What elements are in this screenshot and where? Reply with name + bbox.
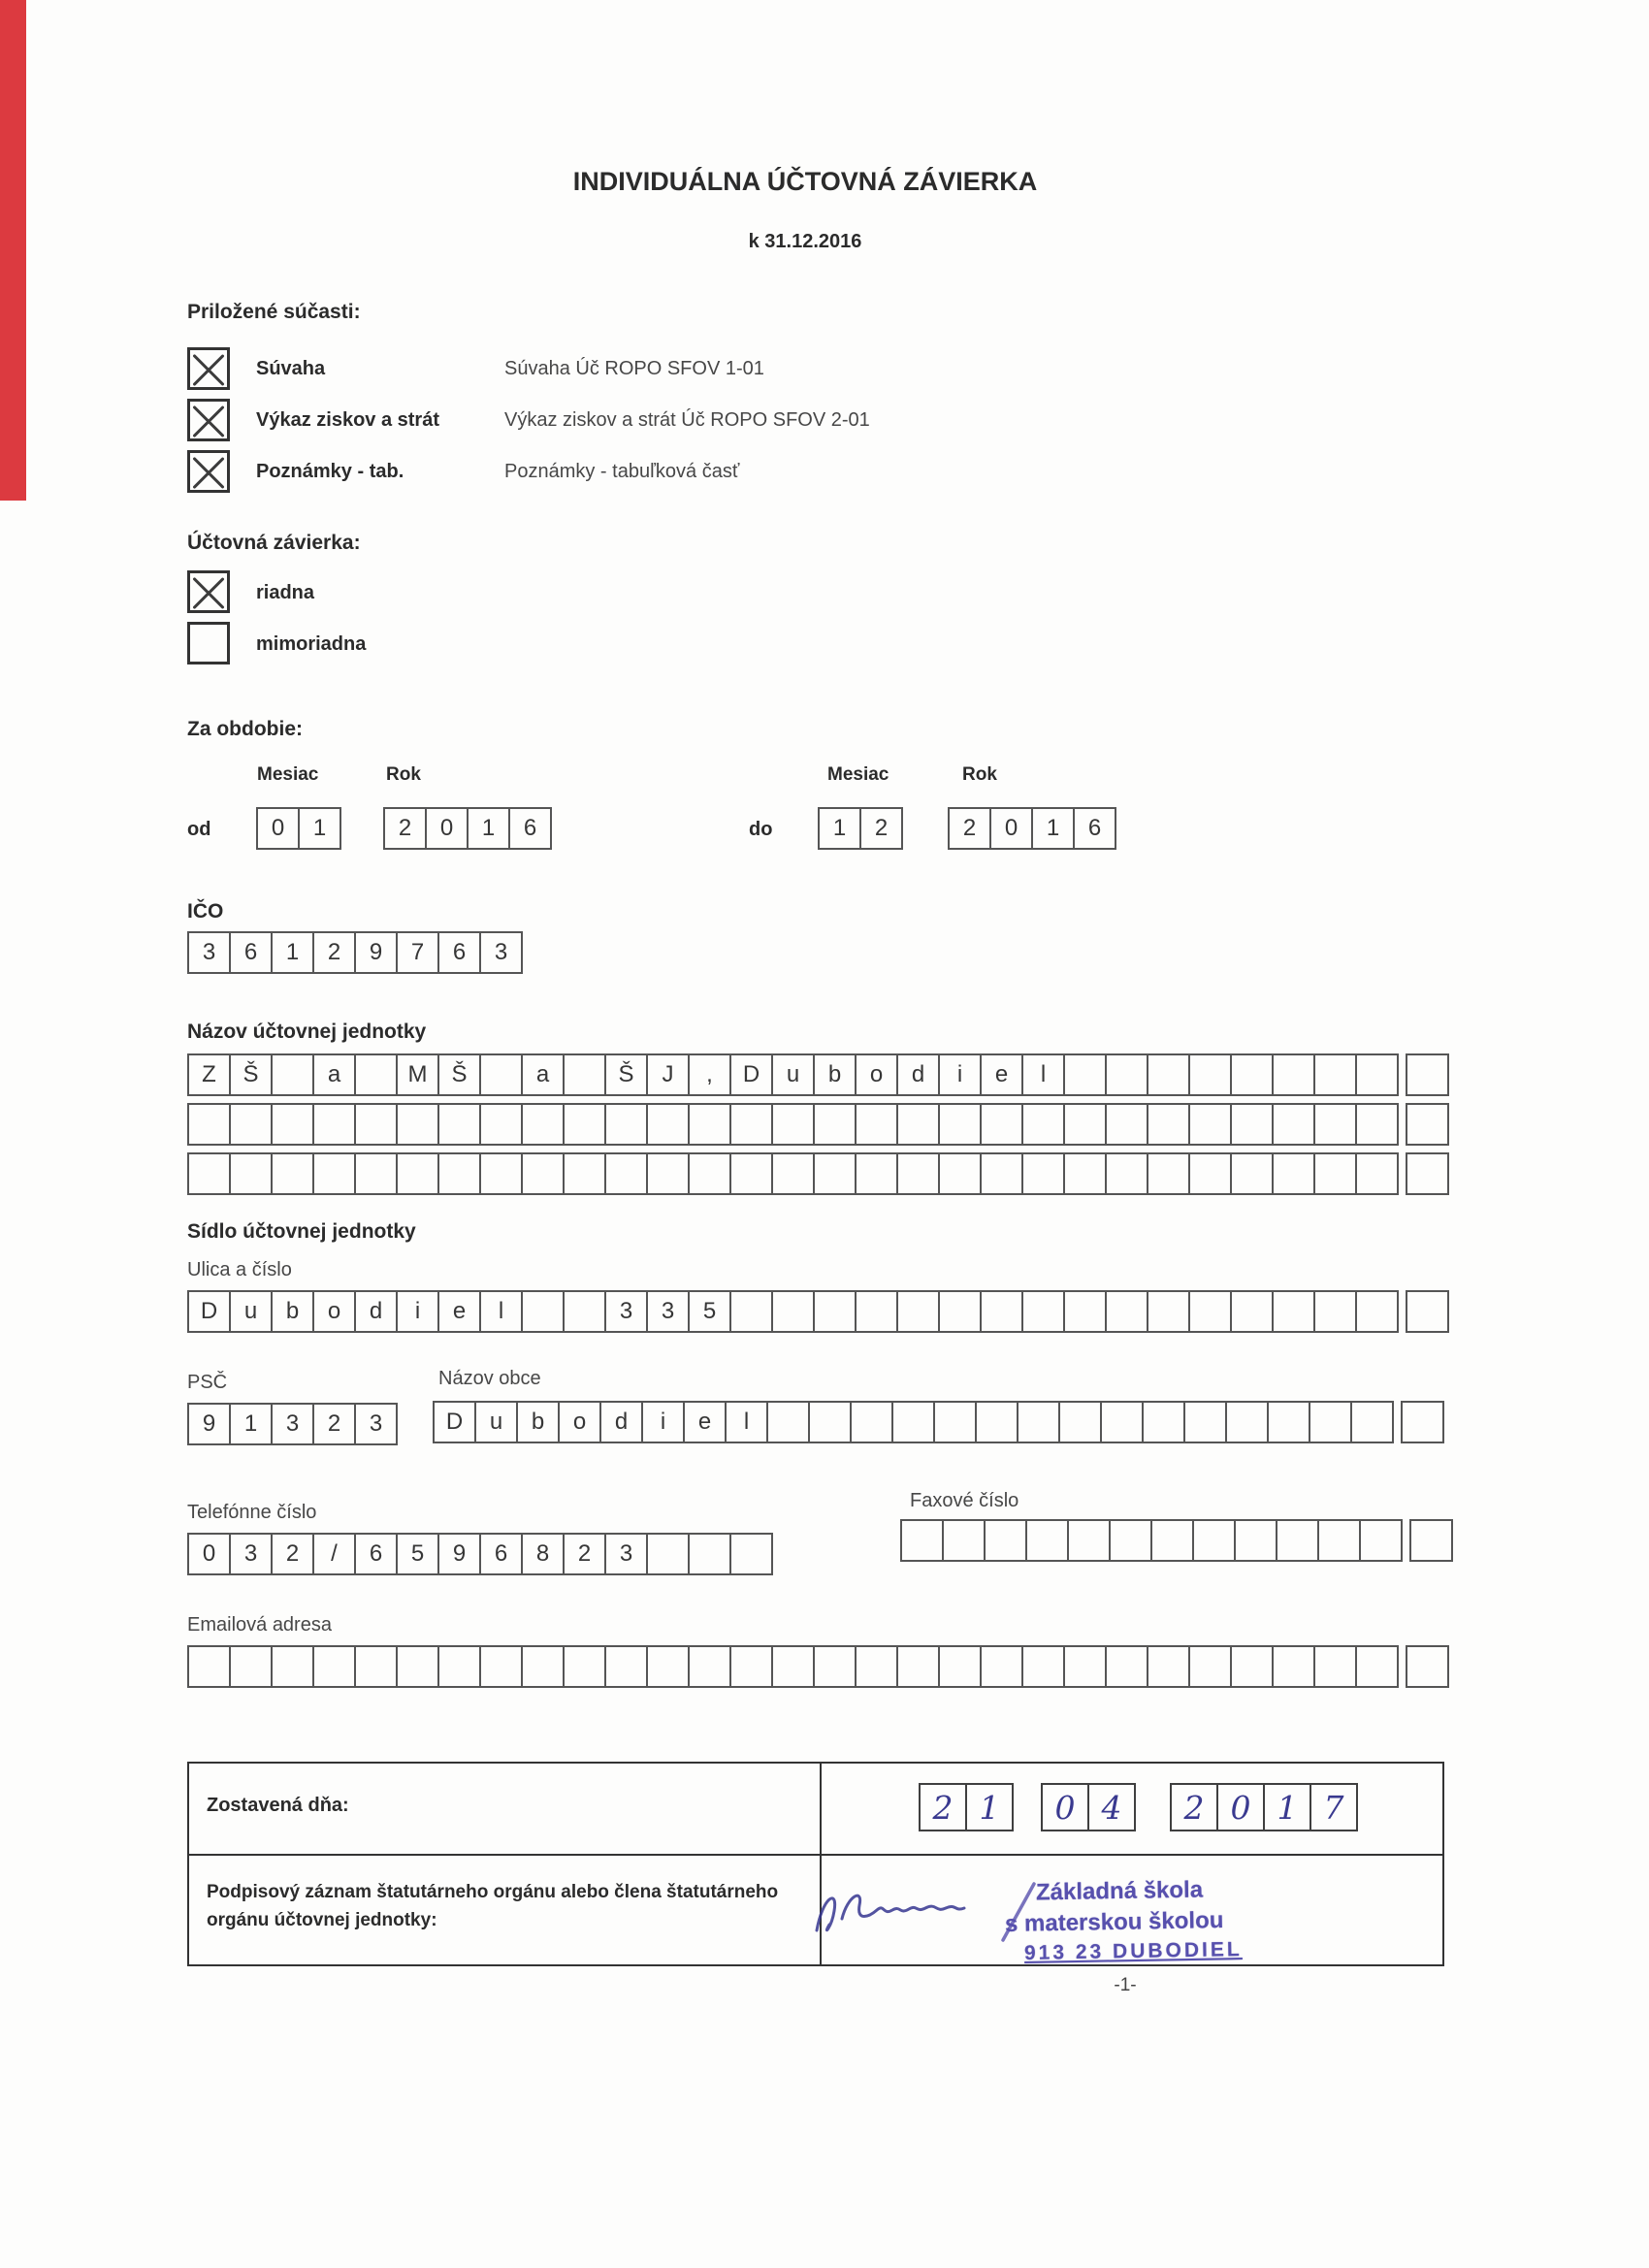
char-cell: o	[855, 1053, 898, 1096]
char-cell: 3	[479, 931, 523, 974]
char-cell: 2	[312, 1403, 356, 1445]
entity-name-row-3[interactable]	[187, 1152, 1447, 1195]
char-cell	[896, 1152, 940, 1195]
char-cell	[563, 1645, 606, 1688]
char-cell	[896, 1645, 940, 1688]
char-cell	[1109, 1519, 1152, 1562]
char-cell	[604, 1645, 648, 1688]
char-cell	[975, 1401, 1018, 1443]
char-cell: 2	[383, 807, 427, 850]
char-cell	[1021, 1645, 1065, 1688]
ico-field[interactable]	[187, 931, 521, 974]
char-cell	[229, 1103, 273, 1146]
char-cell: d	[896, 1053, 940, 1096]
char-cell: l	[479, 1290, 523, 1333]
char-cell	[1350, 1401, 1394, 1443]
char-cell: 2	[859, 807, 903, 850]
char-cell	[855, 1152, 898, 1195]
phone-label: Telefónne číslo	[187, 1502, 317, 1523]
char-cell	[771, 1152, 815, 1195]
char-cell	[604, 1103, 648, 1146]
char-cell: M	[396, 1053, 439, 1096]
suvaha-description: Súvaha Úč ROPO SFOV 1-01	[504, 358, 764, 379]
char-cell	[521, 1645, 565, 1688]
form-title: INDIVIDUÁLNA ÚČTOVNÁ ZÁVIERKA	[572, 167, 1038, 196]
char-cell	[850, 1401, 893, 1443]
char-cell	[813, 1645, 857, 1688]
street-label: Ulica a číslo	[187, 1259, 292, 1280]
char-cell	[1063, 1103, 1107, 1146]
char-cell: u	[474, 1401, 518, 1443]
char-cell	[229, 1152, 273, 1195]
checkbox-suvaha-label: Súvaha	[256, 358, 326, 379]
char-cell	[1063, 1645, 1107, 1688]
char-cell	[479, 1645, 523, 1688]
char-cell	[1147, 1053, 1190, 1096]
char-cell	[813, 1103, 857, 1146]
char-cell	[933, 1401, 977, 1443]
char-cell: Š	[229, 1053, 273, 1096]
char-cell	[1406, 1290, 1449, 1333]
char-cell: Š	[604, 1053, 648, 1096]
do-mesiac-field[interactable]	[818, 807, 901, 850]
char-cell	[271, 1152, 314, 1195]
char-cell: 3	[271, 1403, 314, 1445]
char-cell	[1313, 1152, 1357, 1195]
od-mesiac-field[interactable]	[256, 807, 340, 850]
char-cell	[938, 1152, 982, 1195]
char-cell: 2	[948, 807, 991, 850]
char-cell	[688, 1645, 731, 1688]
char-cell	[980, 1152, 1023, 1195]
attached-parts-heading: Priložené súčasti:	[187, 301, 361, 323]
char-cell	[646, 1645, 690, 1688]
signature-label: Podpisový záznam štatutárneho orgánu alebo člena štatutárneho orgánu účtovnej jednotky:	[207, 1882, 779, 1931]
checkbox-poznamky[interactable]	[187, 450, 230, 493]
char-cell	[521, 1152, 565, 1195]
char-cell: 9	[187, 1403, 231, 1445]
char-cell	[938, 1290, 982, 1333]
compiled-day-field[interactable]	[919, 1783, 1012, 1831]
char-cell	[1188, 1053, 1232, 1096]
char-cell: 1	[271, 931, 314, 974]
char-cell	[1355, 1053, 1399, 1096]
char-cell	[1021, 1152, 1065, 1195]
entity-name-row-2[interactable]	[187, 1103, 1447, 1146]
checkbox-riadna[interactable]	[187, 570, 230, 613]
char-cell	[938, 1103, 982, 1146]
char-cell: D	[187, 1290, 231, 1333]
char-cell	[1355, 1645, 1399, 1688]
char-cell	[604, 1152, 648, 1195]
checkbox-vykaz[interactable]	[187, 399, 230, 441]
char-cell	[1017, 1401, 1060, 1443]
char-cell	[855, 1290, 898, 1333]
char-cell	[1272, 1290, 1315, 1333]
char-cell: 6	[508, 807, 552, 850]
street-field[interactable]	[187, 1290, 1447, 1333]
char-cell	[1063, 1152, 1107, 1195]
char-cell: d	[354, 1290, 398, 1333]
checkbox-poznamky-label: Poznámky - tab.	[256, 461, 404, 482]
stamp-line-1: Základná škola	[1035, 1876, 1204, 1906]
char-cell: ,	[688, 1053, 731, 1096]
checkbox-mimoriadna[interactable]	[187, 622, 230, 664]
char-cell	[563, 1053, 606, 1096]
char-cell: 6	[354, 1533, 398, 1575]
checkbox-mimoriadna-label: mimoriadna	[256, 633, 367, 655]
char-cell	[354, 1645, 398, 1688]
char-cell: 1	[1263, 1783, 1311, 1831]
x-mark-icon	[190, 350, 227, 387]
compiled-year-field[interactable]	[1170, 1783, 1356, 1831]
char-cell: 6	[437, 931, 481, 974]
char-cell	[437, 1103, 481, 1146]
char-cell	[1313, 1053, 1357, 1096]
char-cell	[521, 1103, 565, 1146]
char-cell	[312, 1645, 356, 1688]
char-cell	[1063, 1290, 1107, 1333]
char-cell: 2	[919, 1783, 967, 1831]
char-cell	[1309, 1401, 1352, 1443]
char-cell	[479, 1103, 523, 1146]
char-cell: 2	[312, 931, 356, 974]
char-cell	[354, 1053, 398, 1096]
char-cell: i	[641, 1401, 685, 1443]
char-cell	[1272, 1152, 1315, 1195]
office-heading: Sídlo účtovnej jednotky	[187, 1220, 416, 1243]
char-cell	[688, 1533, 731, 1575]
char-cell: d	[599, 1401, 643, 1443]
char-cell	[813, 1290, 857, 1333]
char-cell	[1359, 1519, 1403, 1562]
char-cell: 3	[354, 1403, 398, 1445]
char-cell	[396, 1152, 439, 1195]
char-cell	[312, 1152, 356, 1195]
char-cell	[1230, 1645, 1274, 1688]
char-cell	[1188, 1645, 1232, 1688]
char-cell	[1021, 1103, 1065, 1146]
char-cell: a	[521, 1053, 565, 1096]
char-cell	[1192, 1519, 1236, 1562]
char-cell	[1025, 1519, 1069, 1562]
zavierka-heading: Účtovná závierka:	[187, 532, 361, 554]
char-cell	[729, 1103, 773, 1146]
char-cell: 5	[688, 1290, 731, 1333]
char-cell	[354, 1103, 398, 1146]
form-date-line: k 31.12.2016	[748, 231, 862, 252]
char-cell	[312, 1103, 356, 1146]
char-cell	[980, 1645, 1023, 1688]
compiled-date-label: Zostavená dňa:	[207, 1795, 349, 1816]
char-cell	[1105, 1053, 1148, 1096]
char-cell: J	[646, 1053, 690, 1096]
do-label: do	[749, 819, 773, 840]
char-cell	[187, 1152, 231, 1195]
char-cell: 0	[187, 1533, 231, 1575]
char-cell: b	[516, 1401, 560, 1443]
char-cell: /	[312, 1533, 356, 1575]
char-cell	[1401, 1401, 1444, 1443]
char-cell: 1	[1031, 807, 1075, 850]
char-cell: i	[938, 1053, 982, 1096]
char-cell	[900, 1519, 944, 1562]
char-cell	[1355, 1290, 1399, 1333]
char-cell	[646, 1103, 690, 1146]
char-cell	[1063, 1053, 1107, 1096]
char-cell	[1406, 1645, 1449, 1688]
char-cell	[1150, 1519, 1194, 1562]
char-cell: b	[271, 1290, 314, 1333]
char-cell	[437, 1645, 481, 1688]
compiled-month-field[interactable]	[1041, 1783, 1134, 1831]
char-cell	[1313, 1103, 1357, 1146]
char-cell	[1147, 1152, 1190, 1195]
checkbox-vykaz-label: Výkaz ziskov a strát	[256, 409, 439, 431]
od-rok-label: Rok	[386, 764, 421, 785]
fax-label: Faxové číslo	[910, 1490, 1019, 1511]
char-cell: 3	[229, 1533, 273, 1575]
char-cell	[729, 1533, 773, 1575]
char-cell	[1230, 1103, 1274, 1146]
char-cell	[1276, 1519, 1319, 1562]
char-cell: 1	[298, 807, 341, 850]
char-cell	[1313, 1645, 1357, 1688]
char-cell	[1147, 1645, 1190, 1688]
char-cell: 5	[396, 1533, 439, 1575]
char-cell	[1267, 1401, 1310, 1443]
char-cell: 2	[271, 1533, 314, 1575]
char-cell	[896, 1103, 940, 1146]
x-mark-icon	[190, 573, 227, 610]
x-mark-icon	[190, 402, 227, 438]
char-cell	[229, 1645, 273, 1688]
char-cell	[808, 1401, 852, 1443]
char-cell: i	[396, 1290, 439, 1333]
table-divider-horizontal	[189, 1854, 1442, 1856]
char-cell	[1021, 1290, 1065, 1333]
char-cell	[271, 1645, 314, 1688]
char-cell	[896, 1290, 940, 1333]
char-cell	[1355, 1103, 1399, 1146]
char-cell: e	[683, 1401, 727, 1443]
char-cell	[1317, 1519, 1361, 1562]
char-cell	[1188, 1152, 1232, 1195]
char-cell: 1	[965, 1783, 1014, 1831]
char-cell	[771, 1103, 815, 1146]
char-cell	[1272, 1053, 1315, 1096]
char-cell: b	[813, 1053, 857, 1096]
char-cell: 3	[604, 1533, 648, 1575]
char-cell	[1313, 1290, 1357, 1333]
char-cell	[1409, 1519, 1453, 1562]
char-cell: e	[437, 1290, 481, 1333]
char-cell: 1	[818, 807, 861, 850]
char-cell	[271, 1103, 314, 1146]
char-cell: 3	[187, 931, 231, 974]
char-cell	[855, 1103, 898, 1146]
ico-label: IČO	[187, 900, 224, 923]
char-cell	[1105, 1290, 1148, 1333]
municipality-label: Názov obce	[438, 1368, 541, 1389]
entity-name-row-1[interactable]	[187, 1053, 1447, 1096]
char-cell: 9	[354, 931, 398, 974]
char-cell	[396, 1103, 439, 1146]
char-cell: o	[558, 1401, 601, 1443]
char-cell: 0	[256, 807, 300, 850]
char-cell: 4	[1087, 1783, 1136, 1831]
char-cell	[891, 1401, 935, 1443]
char-cell	[1105, 1152, 1148, 1195]
page-number: -1-	[1114, 1975, 1137, 1995]
char-cell	[1105, 1103, 1148, 1146]
char-cell	[437, 1152, 481, 1195]
do-mesiac-label: Mesiac	[827, 764, 889, 785]
char-cell: 2	[1170, 1783, 1218, 1831]
checkbox-suvaha[interactable]	[187, 347, 230, 390]
char-cell	[1355, 1152, 1399, 1195]
char-cell	[1225, 1401, 1269, 1443]
char-cell	[396, 1645, 439, 1688]
char-cell	[771, 1290, 815, 1333]
email-field[interactable]	[187, 1645, 1447, 1688]
char-cell	[1105, 1645, 1148, 1688]
char-cell: Š	[437, 1053, 481, 1096]
char-cell	[1058, 1401, 1102, 1443]
checkbox-riadna-label: riadna	[256, 582, 315, 603]
do-rok-label: Rok	[962, 764, 997, 785]
char-cell: D	[729, 1053, 773, 1096]
char-cell: a	[312, 1053, 356, 1096]
char-cell: l	[1021, 1053, 1065, 1096]
char-cell	[1100, 1401, 1144, 1443]
char-cell	[813, 1152, 857, 1195]
char-cell	[980, 1290, 1023, 1333]
char-cell	[479, 1053, 523, 1096]
char-cell: 6	[229, 931, 273, 974]
char-cell	[1272, 1645, 1315, 1688]
psc-label: PSČ	[187, 1372, 228, 1393]
char-cell	[938, 1645, 982, 1688]
char-cell: 0	[1041, 1783, 1089, 1831]
char-cell: 6	[1073, 807, 1116, 850]
char-cell: 0	[425, 807, 469, 850]
x-mark-icon	[190, 453, 227, 490]
char-cell	[1147, 1290, 1190, 1333]
char-cell	[729, 1152, 773, 1195]
char-cell	[1406, 1152, 1449, 1195]
char-cell	[729, 1290, 773, 1333]
char-cell	[766, 1401, 810, 1443]
do-rok-field[interactable]	[948, 807, 1115, 850]
char-cell: 3	[604, 1290, 648, 1333]
char-cell	[187, 1645, 231, 1688]
entity-name-label: Názov účtovnej jednotky	[187, 1021, 427, 1043]
char-cell: Z	[187, 1053, 231, 1096]
period-heading: Za obdobie:	[187, 718, 303, 740]
vykaz-description: Výkaz ziskov a strát Úč ROPO SFOV 2-01	[504, 409, 870, 431]
char-cell	[1188, 1103, 1232, 1146]
psc-field[interactable]	[187, 1403, 396, 1445]
char-cell: 7	[1310, 1783, 1358, 1831]
char-cell	[942, 1519, 986, 1562]
char-cell	[521, 1290, 565, 1333]
char-cell	[187, 1103, 231, 1146]
char-cell	[563, 1103, 606, 1146]
char-cell	[855, 1645, 898, 1688]
char-cell	[354, 1152, 398, 1195]
char-cell: l	[725, 1401, 768, 1443]
email-label: Emailová adresa	[187, 1614, 332, 1636]
stamp-line-2: s materskou školou	[1004, 1907, 1224, 1937]
char-cell	[1230, 1152, 1274, 1195]
char-cell	[1406, 1103, 1449, 1146]
char-cell	[771, 1645, 815, 1688]
od-label: od	[187, 819, 211, 840]
char-cell	[646, 1152, 690, 1195]
char-cell: 7	[396, 931, 439, 974]
poznamky-description: Poznámky - tabuľková časť	[504, 461, 740, 482]
char-cell: D	[433, 1401, 476, 1443]
char-cell	[688, 1152, 731, 1195]
char-cell	[646, 1533, 690, 1575]
char-cell	[980, 1103, 1023, 1146]
char-cell	[563, 1290, 606, 1333]
char-cell: 1	[467, 807, 510, 850]
char-cell	[1142, 1401, 1185, 1443]
char-cell	[1230, 1053, 1274, 1096]
char-cell: e	[980, 1053, 1023, 1096]
char-cell	[563, 1152, 606, 1195]
char-cell: 0	[1216, 1783, 1265, 1831]
od-rok-field[interactable]	[383, 807, 550, 850]
char-cell	[1188, 1290, 1232, 1333]
char-cell	[1183, 1401, 1227, 1443]
char-cell	[1230, 1290, 1274, 1333]
char-cell	[271, 1053, 314, 1096]
char-cell: u	[229, 1290, 273, 1333]
char-cell	[1234, 1519, 1277, 1562]
char-cell: 8	[521, 1533, 565, 1575]
char-cell	[1272, 1103, 1315, 1146]
municipality-field[interactable]	[433, 1401, 1442, 1443]
od-mesiac-label: Mesiac	[257, 764, 319, 785]
char-cell	[479, 1152, 523, 1195]
char-cell: 6	[479, 1533, 523, 1575]
char-cell	[1147, 1103, 1190, 1146]
char-cell: 9	[437, 1533, 481, 1575]
char-cell: 3	[646, 1290, 690, 1333]
phone-field[interactable]	[187, 1533, 771, 1575]
char-cell: o	[312, 1290, 356, 1333]
char-cell	[688, 1103, 731, 1146]
stamp-line-3: 913 23 DUBODIEL	[1023, 1938, 1243, 1964]
char-cell	[984, 1519, 1027, 1562]
char-cell	[729, 1645, 773, 1688]
char-cell: u	[771, 1053, 815, 1096]
char-cell: 1	[229, 1403, 273, 1445]
char-cell: 0	[989, 807, 1033, 850]
char-cell	[1406, 1053, 1449, 1096]
char-cell: 2	[563, 1533, 606, 1575]
char-cell	[1067, 1519, 1111, 1562]
fax-field[interactable]	[900, 1519, 1451, 1562]
